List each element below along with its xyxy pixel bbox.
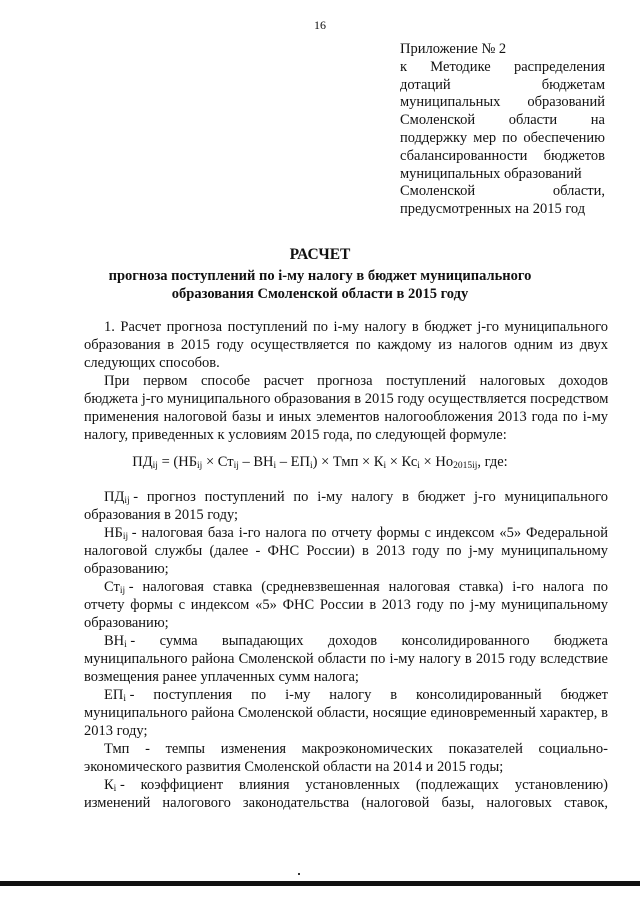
term: $К_i$ <box>104 777 117 794</box>
body-line: муниципального района Смоленской области по i-му налогу в 2015 году вследствие <box>84 651 608 667</box>
body-line: бюджета j-го муниципального образования в 2015 году осуществляется посредством <box>84 391 609 407</box>
document-title: РАСЧЕТ <box>289 246 351 263</box>
body-line: применения налоговой базы и иных элементов налогообложения 2013 года по i-му <box>84 409 608 425</box>
appendix-line: сбалансированности бюджетов <box>400 147 605 164</box>
body-line: - налоговая ставка (средневзвешенная налоговая ставка) i-го налога по <box>128 579 608 595</box>
appendix-line: Приложение № 2 <box>400 41 507 57</box>
body-line: - прогноз поступлений по i-му налогу в бюджет j-го муниципального <box>133 489 608 505</box>
appendix-line: Смоленской области, <box>400 183 605 200</box>
body-line: налоговой службы (далее - ФНС России) в 2013 году по j-му муниципальному <box>84 543 608 559</box>
body-line: - сумма выпадающих доходов консолидированного бюджета <box>130 633 608 649</box>
body-line: 1. Расчет прогноза поступлений по i-му налогу в бюджет j-го муниципального <box>104 319 608 335</box>
body-line: - налоговая база i-го налога по отчету формы с индексом «5» Федеральной <box>131 525 608 541</box>
page-number: 16 <box>314 18 326 32</box>
body-line: экономического развития Смоленской области на 2014 и 2015 годы; <box>84 759 504 775</box>
bottom-rule <box>0 881 640 886</box>
term: $ЕП_i$ <box>104 687 126 704</box>
body-line: образования в 2015 году; <box>84 507 239 523</box>
body-line: - коэффициент влияния установленных (подлежащих установлению) <box>119 777 608 793</box>
definition-k <box>104 776 608 794</box>
body-line: образованию; <box>84 615 169 631</box>
appendix-line: к Методике распределения <box>400 58 605 75</box>
appendix-line: муниципальных образований <box>400 94 605 111</box>
document-subtitle: прогноза поступлений по i-му налогу в бюджет муниципального образования Смоленской области в 2015 году <box>108 268 532 302</box>
term: $Ст_{ij}$ <box>104 579 126 596</box>
body-line: налогу, приведенных к условиям 2015 года, по следующей формуле: <box>84 427 507 443</box>
definition-pd <box>104 488 608 506</box>
scan-artifact <box>298 873 300 875</box>
definition-vn <box>104 632 608 650</box>
body-line: При первом способе расчет прогноза поступлений налоговых доходов <box>104 373 608 389</box>
appendix-line: предусмотренных на 2015 год <box>400 201 586 218</box>
body-line: изменений налогового законодательства (налоговой базы, налоговых ставок, <box>84 795 608 811</box>
body-line: муниципального района Смоленской области, носящие единовременный характер, в <box>84 705 608 721</box>
appendix-line: дотаций бюджетам <box>400 76 605 93</box>
body-line: 2013 году; <box>84 723 148 739</box>
body-line: образованию; <box>84 561 169 577</box>
definition-st <box>104 578 608 596</box>
definition-nb <box>104 524 608 542</box>
body-line: Тмп - темпы изменения макроэкономических показателей социально- <box>104 741 608 757</box>
body-line: - поступления по i-му налогу в консолидированный бюджет <box>129 687 608 703</box>
body-line: следующих способов. <box>84 355 220 371</box>
definition-ep <box>104 686 608 704</box>
appendix-line: Смоленской области на <box>400 112 605 129</box>
term: $НБ_{ij}$ <box>104 525 129 542</box>
body-line: возмещения ранее уплаченных сумм налога; <box>84 669 359 685</box>
term: $ПД_{ij}$ <box>104 489 130 506</box>
formula: $ПД_{ij} = (НБ_{ij} \times Ст_{ij} - ВН_i - ЕП_i)$ × Тмп × $К_i \times Кс_i \times Но_{2015ij}$, где: <box>132 454 508 471</box>
body-line: отчету формы с индексом «5» ФНС России в 2013 году по j-му муниципальному <box>84 597 608 613</box>
appendix-line: муниципальных образований <box>400 165 582 182</box>
body-line: образования в 2015 году осуществляется по каждому из налогов одним из двух <box>84 337 608 353</box>
term: $ВН_i$ <box>104 633 127 650</box>
appendix-block <box>400 41 605 219</box>
appendix-line: поддержку мер по обеспечению <box>400 129 605 146</box>
